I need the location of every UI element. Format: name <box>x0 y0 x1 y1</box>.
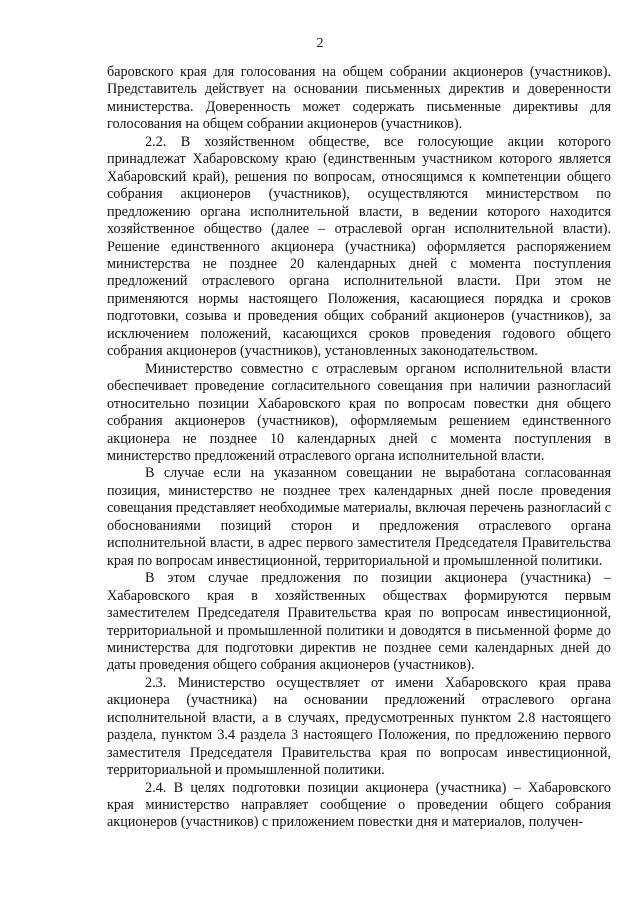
paragraph-2-4: 2.4. В целях подготовки позиции акционера (участника) – Хабаровского края министерство направляет сообщение о проведении общего собрания акционеров (участников) с приложением повестки дня и материалов, получен- <box>107 779 611 831</box>
page-number: 2 <box>316 36 324 51</box>
paragraph-3: Министерство совместно с отраслевым органом исполнительной власти обеспечивает проведение согласительного совещания при наличии разногласий относительно позиции Хабаровского края по вопросам повестки дня общего собрания акционеров (участников), оформляемым решением единственного акционера не позднее 10 календарных дней с момента поступления в министерство предложений отраслевого органа исполнительной власти. <box>107 360 611 464</box>
paragraph-4: В случае если на указанном совещании не выработана согласованная позиция, министерство не позднее трех календарных дней после проведения совещания представляет необходимые материалы, включая перечень разногласий с обоснованиями позиций сторон и предложения отраслевого органа исполнительной власти, в адрес первого заместителя Председателя Правительства края по вопросам инвестиционной, территориальной и промышленной политики. <box>107 465 611 569</box>
paragraph-1: баровского края для голосования на общем собрании акционеров (участников). Представитель действует на основании письменных директив и доверенности министерства. Доверенность может содержать письменные директивы для голосования на общем собрании акционеров (участников). <box>107 64 611 133</box>
paragraph-5: В этом случае предложения по позиции акционера (участника) – Хабаровского края в хозяйственных обществах формируются первым заместителем Председателя Правительства края по вопросам инвестиционной, территориальной и промышленной политики и доводятся в письменной форме до министерства для подготовки директив не позднее семи календарных дней до даты проведения общего собрания акционеров (участников). <box>107 570 611 674</box>
paragraph-2-3: 2.3. Министерство осуществляет от имени Хабаровского края права акционера (участника) на основании предложений отраслевого органа исполнительной власти, а в случаях, предусмотренных пунктом 2.8 настоящего раздела, пунктом 3.4 раздела 3 настоящего Положения, по предложению первого заместителя Председателя Правительства края по вопросам инвестиционной, территориальной и промышленной политики. <box>107 674 611 779</box>
document-body <box>107 64 611 832</box>
paragraph-2-2: 2.2. В хозяйственном обществе, все голосующие акции которого принадлежат Хабаровскому краю (единственным участником которого является Хабаровский край), решения по вопросам, относящимся к компетенции общего собрания акционеров (участников), осуществляются министерством по предложению органа исполнительной власти, в ведении которого находится хозяйственное общество (далее – отраслевой орган исполнительной власти). Решение единственного акционера (участника) оформляется распоряжением министерства не позднее 20 календарных дней с момента поступления предложений отраслевого органа исполнительной власти. При этом не применяются нормы настоящего Положения, касающиеся порядка и сроков подготовки, созыва и проведения общих собраний акционеров (участников), за исключением положений, касающихся сроков проведения годового общего собрания акционеров (участников), установленных законодательством. <box>107 133 611 360</box>
